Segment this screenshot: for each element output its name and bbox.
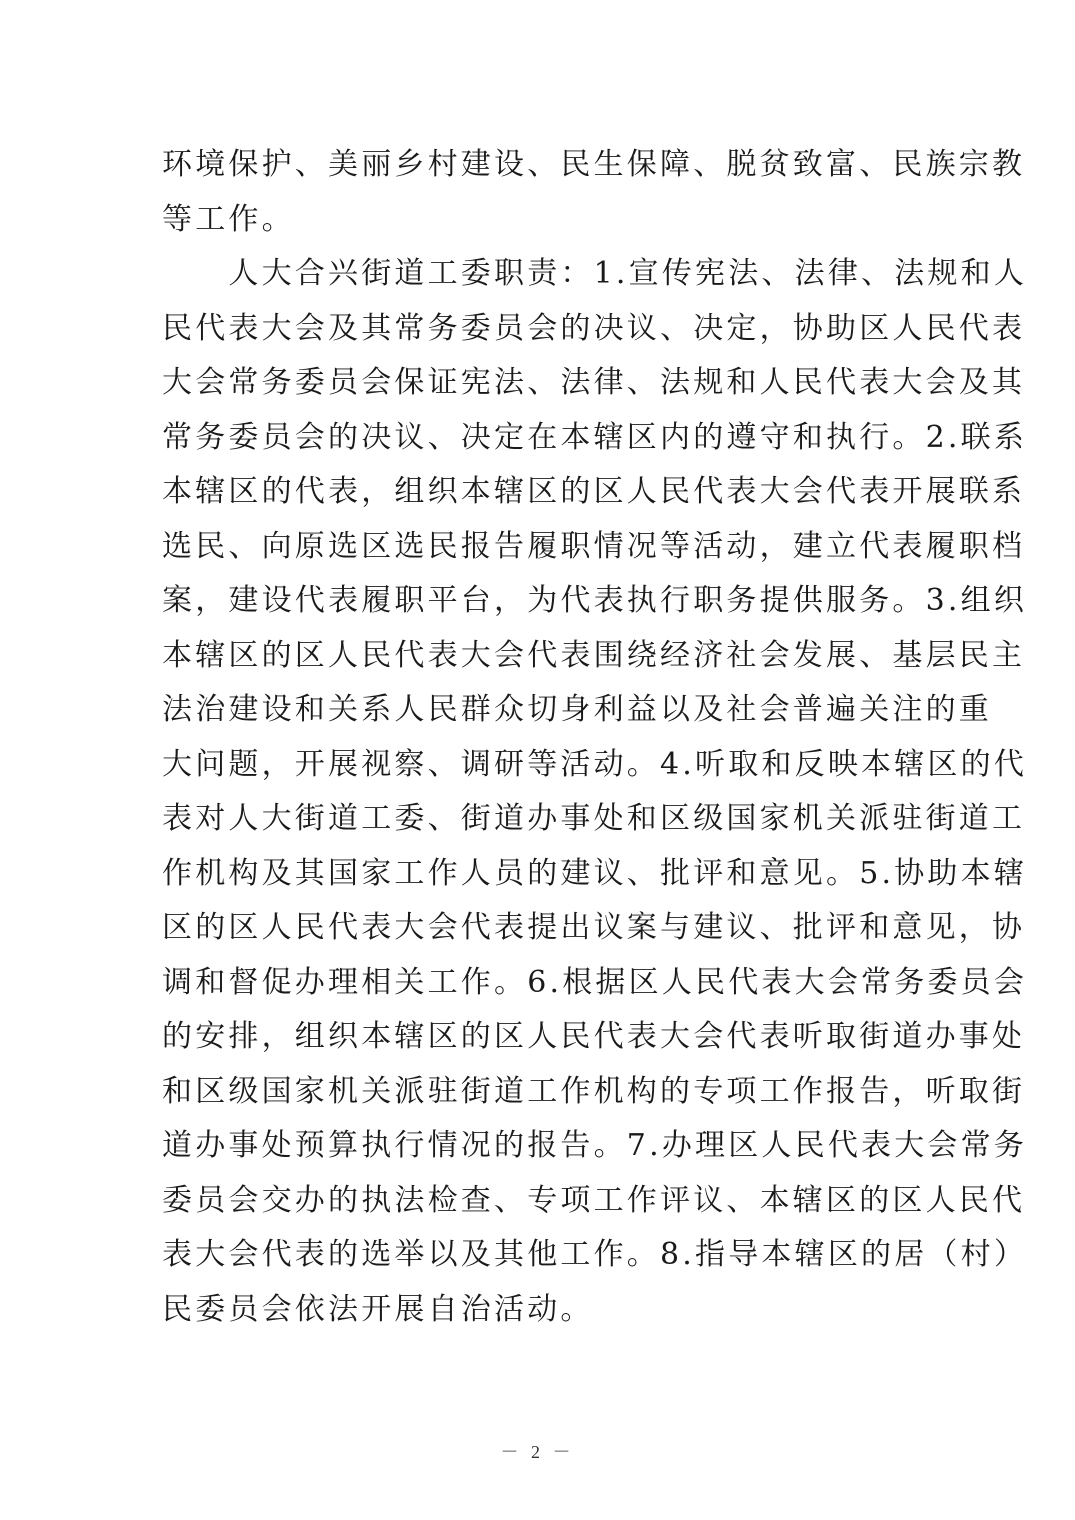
text-line: 法治建设和关系人民群众切身利益以及社会普遍关注的重 [162, 692, 992, 727]
text-line: 人大合兴街道工委职责：1.宣传宪法、法律、法规和人 [162, 256, 1028, 291]
text-line: 区的区人民代表大会代表提出议案与建议、批评和意见，协 [162, 910, 1026, 945]
text-line: 委员会交办的执法检查、专项工作评议、本辖区的区人民代 [162, 1182, 1026, 1218]
text-line: 调和督促办理相关工作。6.根据区人民代表大会常务委员会 [162, 964, 1028, 1000]
text-line: 大会常务委员会保证宪法、法律、法规和人民代表大会及其 [162, 365, 1026, 400]
text-line: 案，建设代表履职平台，为代表执行职务提供服务。3.组织 [162, 583, 1028, 618]
text-line: 常务委员会的决议、决定在本辖区内的遵守和执行。2.联系 [162, 419, 1028, 455]
text-line: 选民、向原选区选民报告履职情况等活动，建立代表履职档 [162, 528, 1026, 564]
text-line: 表对人大街道工委、街道办事处和区级国家机关派驻街道工 [162, 801, 1026, 836]
text-line: 本辖区的代表，组织本辖区的区人民代表大会代表开展联系 [162, 474, 1026, 509]
text-line: 大问题，开展视察、调研等活动。4.听取和反映本辖区的代 [162, 746, 1028, 782]
text-line: 和区级国家机关派驻街道工作机构的专项工作报告，听取街 [162, 1073, 1026, 1109]
text-line: 本辖区的区人民代表大会代表围绕经济社会发展、基层民主 [162, 637, 1026, 673]
body-text [162, 138, 1028, 1337]
text-line: 等工作。 [162, 201, 295, 237]
page-number: － 2 － [500, 1442, 575, 1462]
text-line: 民代表大会及其常务委员会的决议、决定，协助区人民代表 [162, 310, 1026, 346]
text-line: 作机构及其国家工作人员的建议、批评和意见。5.协助本辖 [162, 855, 1028, 891]
text-line: 道办事处预算执行情况的报告。7.办理区人民代表大会常务 [162, 1128, 1028, 1163]
text-line: 环境保护、美丽乡村建设、民生保障、脱贫致富、民族宗教 [162, 147, 1026, 182]
text-line: 的安排，组织本辖区的区人民代表大会代表听取街道办事处 [162, 1019, 1026, 1054]
text-line: 表大会代表的选举以及其他工作。8.指导本辖区的居（村） [162, 1237, 1028, 1272]
text-line: 民委员会依法开展自治活动。 [162, 1291, 594, 1327]
